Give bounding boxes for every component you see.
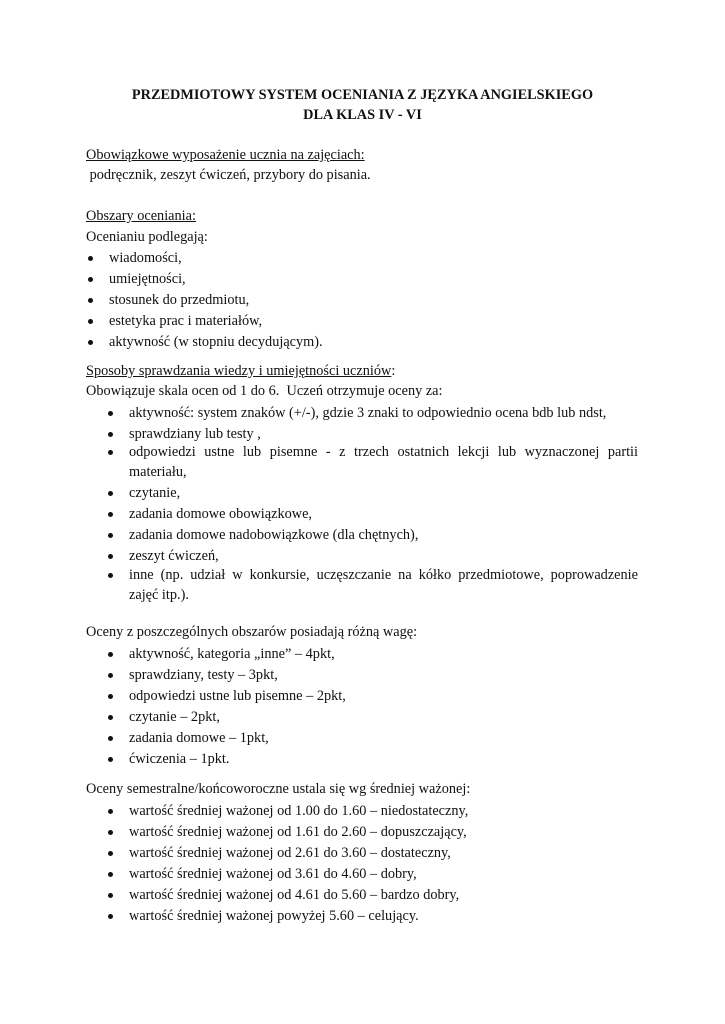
bullet-icon <box>108 512 113 517</box>
bullet-icon <box>108 851 113 856</box>
bullet-icon <box>108 432 113 437</box>
list-item: wartość średniej ważonej powyżej 5.60 – celujący. <box>129 906 419 926</box>
bullet-icon <box>108 809 113 814</box>
bullet-icon <box>108 694 113 699</box>
bullet-icon <box>108 554 113 559</box>
areas-intro: Ocenianiu podlegają: <box>86 229 208 245</box>
list-item: wartość średniej ważonej od 4.61 do 5.60 – bardzo dobry, <box>129 885 459 905</box>
list-item: wartość średniej ważonej od 3.61 do 4.60 – dobry, <box>129 864 417 884</box>
list-item: zadania domowe nadobowiązkowe (dla chętnych), <box>129 525 418 545</box>
bullet-icon <box>108 715 113 720</box>
bullet-icon <box>108 914 113 919</box>
list-item: zeszyt ćwiczeń, <box>129 546 219 566</box>
list-item: ćwiczenia – 1pkt. <box>129 749 229 769</box>
bullet-icon <box>108 411 113 416</box>
bullet-icon <box>108 573 113 578</box>
title-line-1: PRZEDMIOTOWY SYSTEM OCENIANIA Z JĘZYKA ANGIELSKIEGO <box>131 87 594 103</box>
list-item: odpowiedzi ustne lub pisemne – 2pkt, <box>129 686 346 706</box>
weights-intro: Oceny z poszczególnych obszarów posiadają różną wagę: <box>86 624 418 640</box>
list-item: umiejętności, <box>109 269 186 289</box>
list-item: inne (np. udział w konkursie, uczęszczanie na kółko przedmiotowe, poprowadzenie zajęć itp.). <box>129 565 638 605</box>
title-line-2: DLA KLAS IV - VI <box>303 107 422 123</box>
bullet-icon <box>108 830 113 835</box>
list-item: wiadomości, <box>109 248 182 268</box>
list-item: wartość średniej ważonej od 1.61 do 2.60 – dopuszczający, <box>129 822 467 842</box>
list-item: czytanie – 2pkt, <box>129 707 220 727</box>
bullet-icon <box>108 491 113 496</box>
document-title <box>0 85 725 125</box>
bullet-icon <box>108 757 113 762</box>
list-item: odpowiedzi ustne lub pisemne - z trzech ostatnich lekcji lub wyznaczonej partii materiału, <box>129 442 638 482</box>
list-item: sprawdziany, testy – 3pkt, <box>129 665 278 685</box>
bullet-icon <box>108 893 113 898</box>
list-item: wartość średniej ważonej od 2.61 do 3.60 – dostateczny, <box>129 843 451 863</box>
list-item: estetyka prac i materiałów, <box>109 311 262 331</box>
equipment-heading: Obowiązkowe wyposażenie ucznia na zajęciach: <box>86 147 365 163</box>
list-item: zadania domowe obowiązkowe, <box>129 504 312 524</box>
bullet-icon <box>88 340 93 345</box>
list-item: stosunek do przedmiotu, <box>109 290 249 310</box>
list-item: aktywność: system znaków (+/-), gdzie 3 znaki to odpowiednio ocena bdb lub ndst, <box>129 403 606 423</box>
areas-heading: Obszary oceniania: <box>86 208 196 224</box>
bullet-icon <box>88 256 93 261</box>
bullet-icon <box>108 652 113 657</box>
equipment-text: podręcznik, zeszyt ćwiczeń, przybory do pisania. <box>86 167 371 183</box>
bullet-icon <box>88 298 93 303</box>
bullet-icon <box>108 450 113 455</box>
bullet-icon <box>88 277 93 282</box>
final-intro: Oceny semestralne/końcoworoczne ustala się wg średniej ważonej: <box>86 781 471 797</box>
list-item: wartość średniej ważonej od 1.00 do 1.60 – niedostateczny, <box>129 801 468 821</box>
methods-intro: Obowiązuje skala ocen od 1 do 6. Uczeń otrzymuje oceny za: <box>86 383 443 399</box>
bullet-icon <box>88 319 93 324</box>
bullet-icon <box>108 533 113 538</box>
bullet-icon <box>108 736 113 741</box>
list-item: sprawdziany lub testy , <box>129 424 261 444</box>
list-item: zadania domowe – 1pkt, <box>129 728 269 748</box>
list-item: aktywność (w stopniu decydującym). <box>109 332 323 352</box>
methods-heading: Sposoby sprawdzania wiedzy i umiejętności uczniów: <box>86 363 396 379</box>
list-item: aktywność, kategoria „inne” – 4pkt, <box>129 644 335 664</box>
bullet-icon <box>108 872 113 877</box>
list-item: czytanie, <box>129 483 180 503</box>
bullet-icon <box>108 673 113 678</box>
